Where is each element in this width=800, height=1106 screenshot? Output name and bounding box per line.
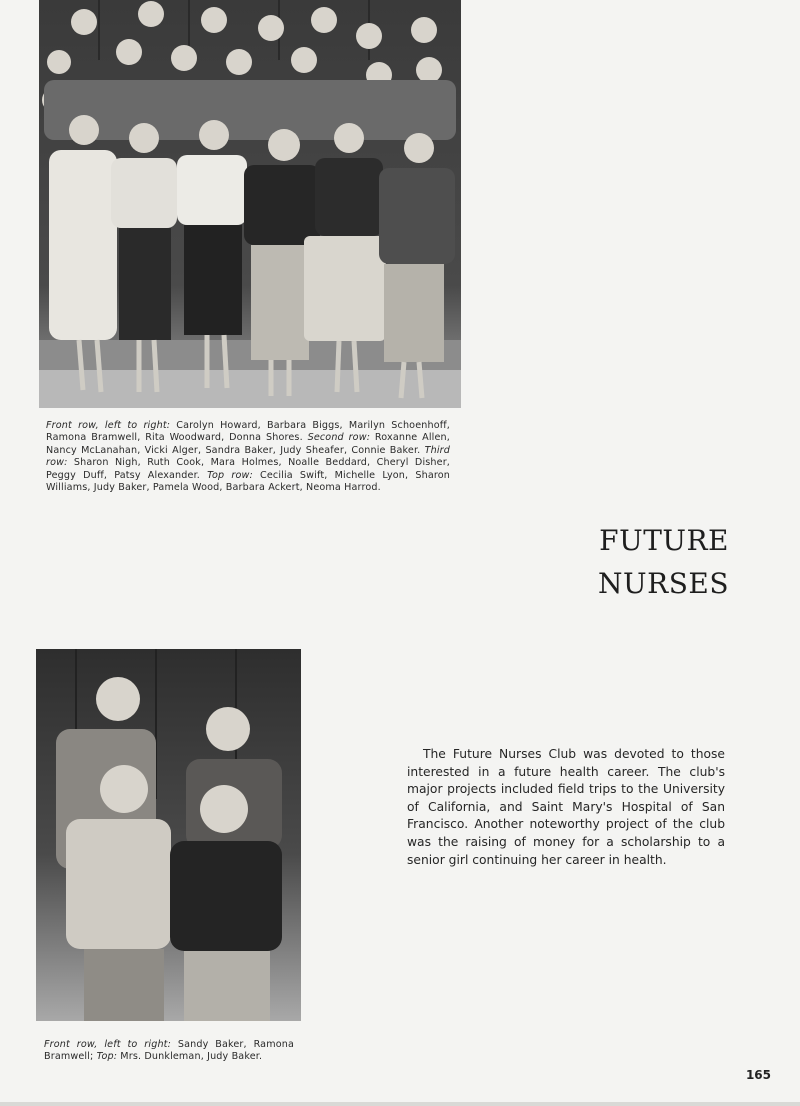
caption-label: Top: [96, 1051, 118, 1063]
officers-photo [36, 649, 301, 1021]
officers-photo-graphic [36, 649, 301, 1021]
page-title [598, 519, 729, 605]
caption-label: Top row: [207, 469, 253, 481]
club-description: The Future Nurses Club was devoted to those interested in a future health career. The club's major projects included field trips to the University of California, and Saint Mary's Hospital of San Francisco. Another noteworthy project of the club was the raising of money for a scholarship to a senior girl continuing her career in health. [407, 747, 725, 867]
caption-label: Front row, left to right: [46, 420, 171, 431]
caption-label: Third row: [46, 444, 450, 469]
caption-names: Carolyn Howard, Barbara Biggs, Marilyn Schoenhoff, Ramona Bramwell, Rita Woodward, Donna Shores. [46, 420, 450, 444]
caption-names: Sharon Nigh, Ruth Cook, Mara Holmes, Noalle Beddard, Cheryl Disher, Peggy Duff, Patsy Alexander. [46, 457, 450, 481]
officers-photo-caption [44, 1039, 294, 1064]
caption-names: Mrs. Dunkleman, Judy Baker. [117, 1051, 263, 1063]
group-photo-caption [46, 420, 450, 494]
page-number: 165 [745, 1068, 771, 1082]
page-title-line-1: FUTURE [599, 524, 729, 557]
caption-names: Roxanne Allen, Nancy McLanahan, Vicki Alger, Sandra Baker, Judy Sheafer, Connie Baker. [46, 432, 450, 456]
caption-label: Second row: [307, 432, 371, 444]
caption-names: Sandy Baker, Ramona Bramwell; [44, 1039, 294, 1063]
caption-label: Front row, left to right: [44, 1039, 171, 1050]
caption-names: Cecilia Swift, Michelle Lyon, Sharon Williams, Judy Baker, Pamela Wood, Barbara Ackert, Neoma Harrod. [46, 469, 451, 494]
page-edge-divider [0, 1102, 800, 1106]
page-title-line-2: NURSES [598, 567, 729, 600]
group-photo [39, 0, 461, 408]
group-photo-graphic [39, 0, 461, 408]
